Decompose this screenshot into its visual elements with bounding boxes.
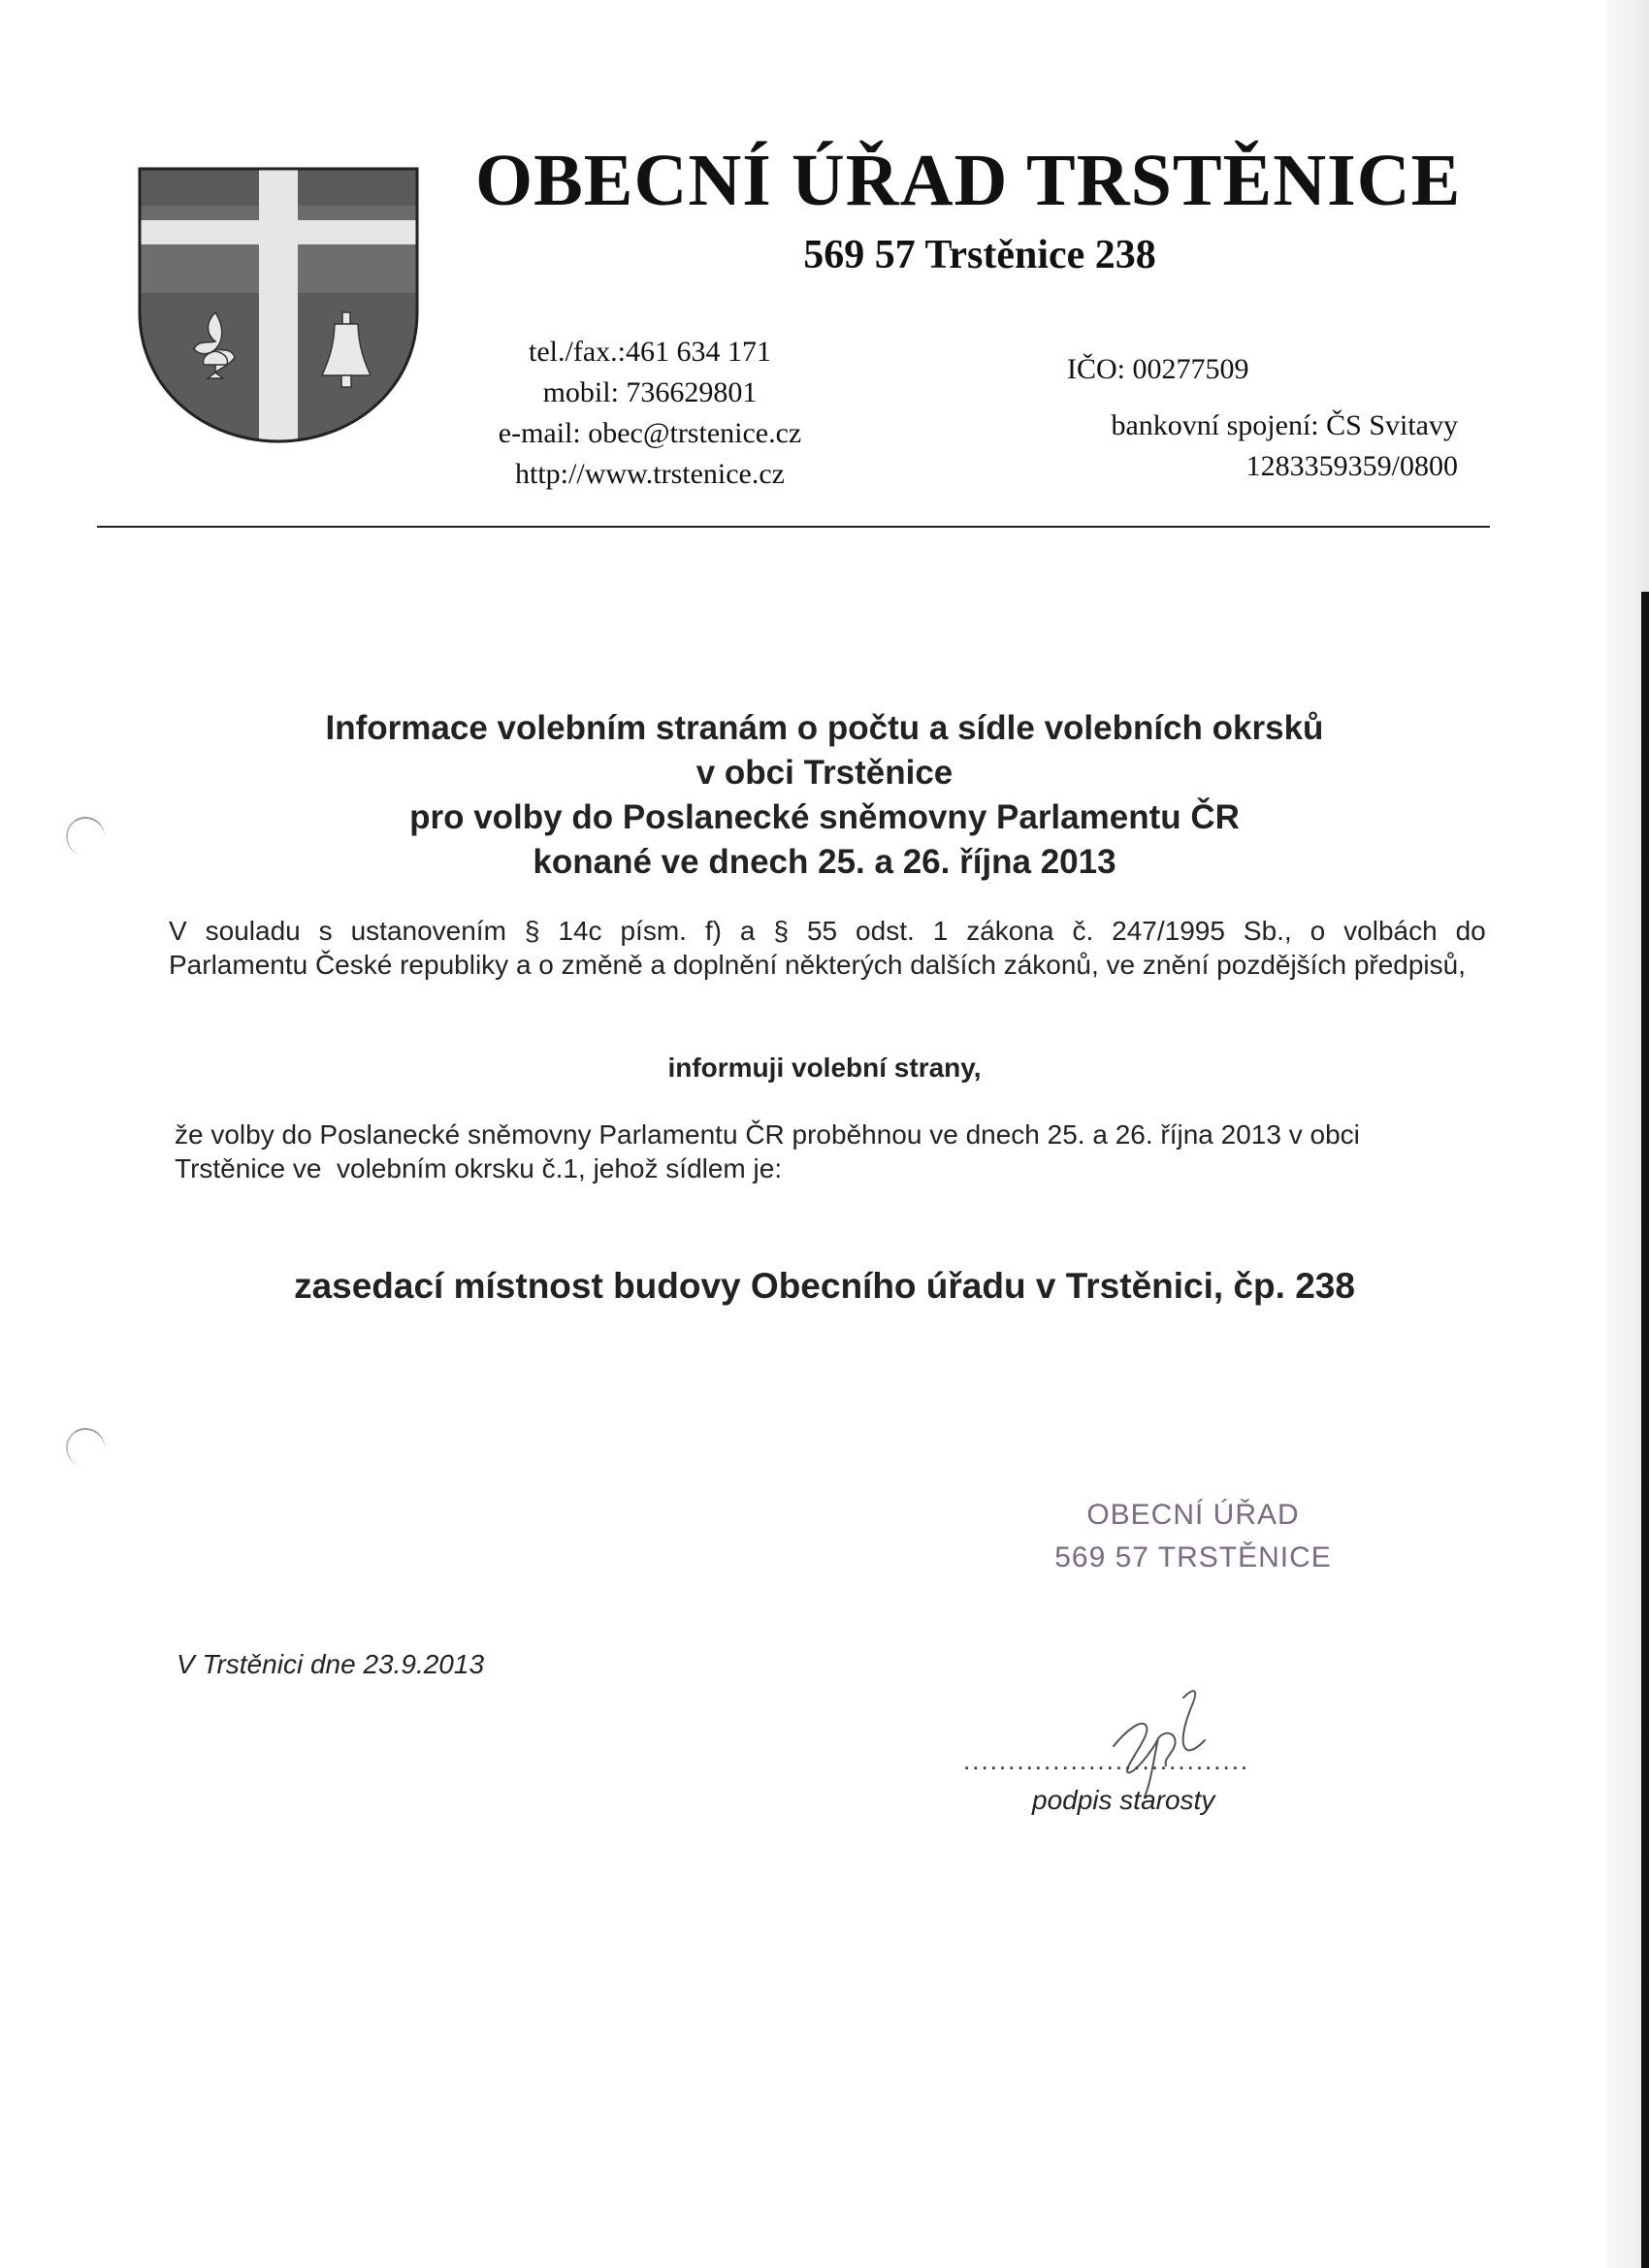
org-name: OBECNÍ ÚŘAD TRSTĚNICE — [475, 140, 1462, 221]
signature-line: ................................ — [963, 1746, 1250, 1775]
stamp-line: 569 57 TRSTĚNICE — [1054, 1541, 1332, 1573]
legal-paragraph-rest: Parlamentu České republiky a o změně a doplnění některých dalších zákonů, ve znění pozdějších předpisů, — [169, 950, 1466, 980]
contact-website: http://www.trstenice.cz — [515, 458, 785, 490]
inform-statement: informuji volební strany, — [667, 1053, 982, 1083]
document-title — [194, 706, 1455, 885]
legal-word: f) — [704, 916, 722, 946]
election-paragraph-line: že volby do Poslanecké sněmovny Parlamentu ČR proběhnou ve dnech 25. a 26. října 2013 v obci — [175, 1119, 1360, 1150]
legal-word: § — [773, 916, 790, 946]
legal-word: zákona — [966, 916, 1054, 946]
legal-word: 1 — [932, 916, 949, 946]
title-line: pro volby do Poslanecké sněmovny Parlamentu ČR — [409, 798, 1240, 836]
org-address: 569 57 Trstěnice 238 — [803, 233, 1156, 277]
election-paragraph — [175, 1118, 1489, 1185]
legal-paragraph — [169, 914, 1486, 982]
legal-word: volbách — [1343, 916, 1438, 946]
coat-of-arms-icon — [138, 167, 419, 443]
contact-phone: tel./fax.:461 634 171 — [529, 336, 771, 368]
signature-label: podpis starosty — [1032, 1785, 1215, 1815]
legal-word: Sb., — [1243, 916, 1292, 946]
legal-word: § — [524, 916, 540, 946]
bank-account: 1283359359/0800 — [1245, 450, 1458, 482]
ico-number: IČO: 00277509 — [1067, 353, 1249, 385]
date-line: V Trstěnici dne 23.9.2013 — [177, 1649, 485, 1679]
polling-station: zasedací místnost budovy Obecního úřadu v Trstěnici, čp. 238 — [294, 1266, 1355, 1306]
bank-info — [1067, 405, 1458, 487]
legal-word: odst. — [856, 916, 915, 946]
legal-word: V — [169, 916, 187, 946]
title-line: v obci Trstěnice — [695, 754, 954, 792]
legal-word: do — [1455, 916, 1486, 946]
header-divider — [97, 526, 1490, 528]
contact-info — [456, 332, 844, 495]
legal-word: písm. — [620, 916, 687, 946]
election-paragraph-line: Trstěnice ve volebním okrsku č.1, jehož sídlem je: — [175, 1153, 783, 1183]
legal-word: o — [1310, 916, 1326, 946]
legal-word: ustanovením — [350, 916, 506, 946]
legal-word: souladu — [205, 916, 301, 946]
title-line: konané ve dnech 25. a 26. října 2013 — [533, 843, 1116, 881]
punch-hole-mark — [63, 814, 108, 859]
legal-word: a — [739, 916, 756, 946]
legal-word: 14c — [558, 916, 602, 946]
stamp-line: OBECNÍ ÚŘAD — [1086, 1499, 1300, 1531]
title-line: Informace volebním stranám o počtu a sídle volebních okrsků — [325, 709, 1324, 747]
contact-email: e-mail: obec@trstenice.cz — [498, 417, 802, 449]
bank-label: bankovní spojení: ČS Svitavy — [1111, 409, 1458, 441]
punch-hole-mark — [63, 1425, 108, 1470]
legal-word: s — [318, 916, 333, 946]
contact-mobile: mobil: 736629801 — [542, 376, 758, 408]
legal-word: 55 — [806, 916, 838, 946]
office-stamp — [1009, 1494, 1377, 1579]
legal-paragraph-first-line — [169, 914, 1486, 948]
legal-word: č. — [1072, 916, 1094, 946]
legal-word: 247/1995 — [1112, 916, 1225, 946]
scan-dark-edge — [1641, 592, 1649, 2268]
